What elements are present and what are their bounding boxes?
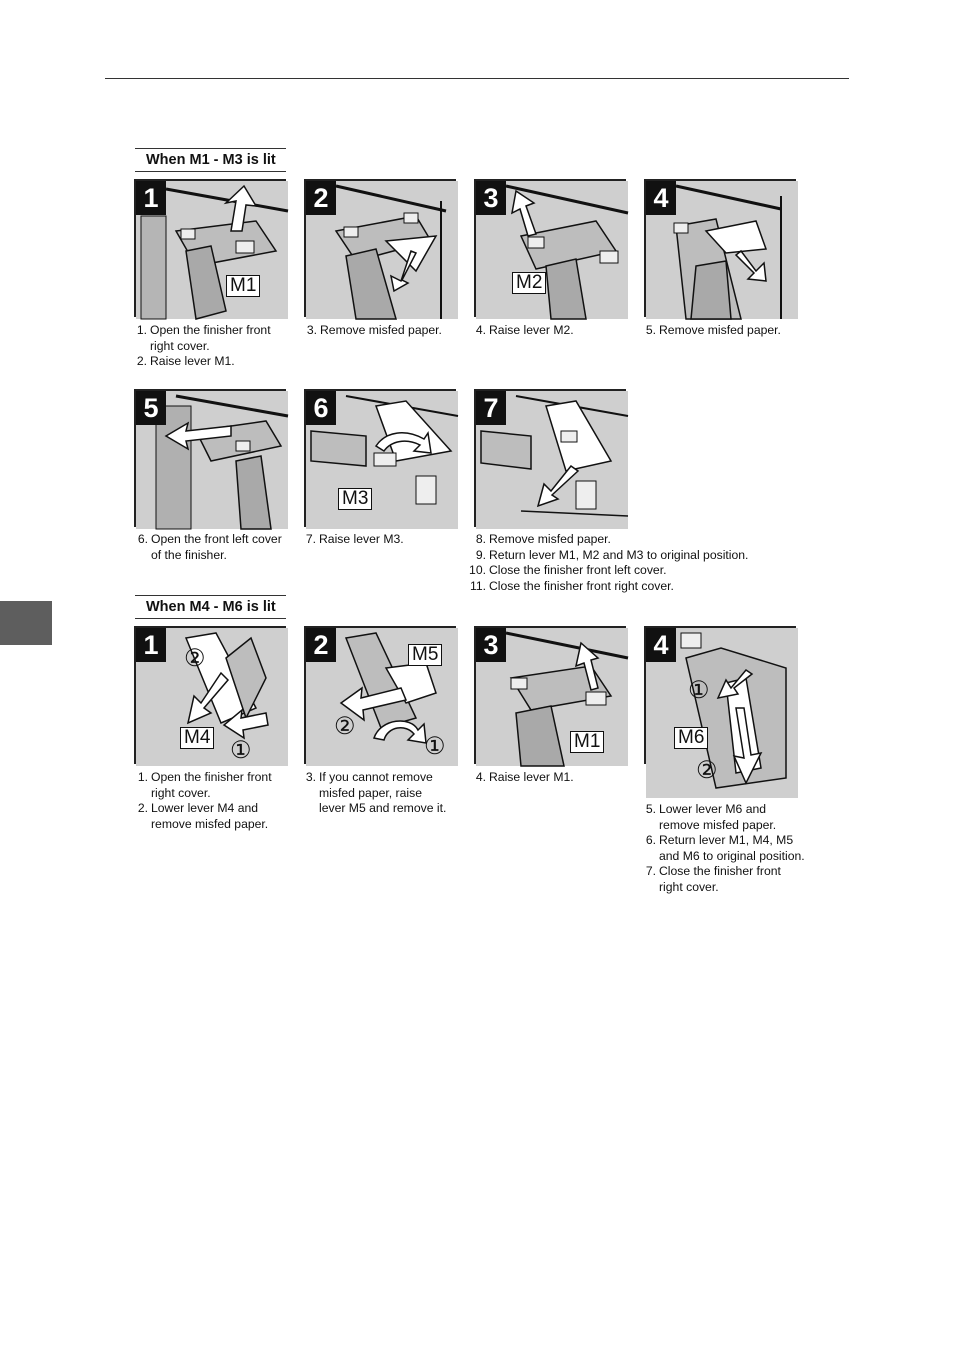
header-rule — [105, 78, 849, 79]
step-number: 3 — [476, 181, 506, 215]
step-number: 5 — [136, 391, 166, 425]
step-number: 4 — [646, 181, 676, 215]
order-marker: ① — [688, 677, 710, 704]
step-caption: 5. Lower lever M6 and remove misfed paper. 6. Return lever M1, M4, M5 and M6 to original position. 7. Close the finisher front right cover. — [645, 802, 805, 894]
step-caption: 1. Open the finisher front right cover. 2. Raise lever M1. — [136, 323, 271, 369]
illustration-panel — [134, 179, 286, 317]
illustration-panel — [304, 179, 456, 317]
illustration-panel — [474, 626, 626, 764]
lever-label: M1 — [226, 275, 260, 297]
step-number: 4 — [646, 628, 676, 662]
section-title-m4-m6: When M4 - M6 is lit — [135, 595, 286, 619]
order-marker: ① — [424, 733, 446, 760]
step-caption: 5. Remove misfed paper. — [645, 323, 781, 337]
chapter-tab — [0, 601, 52, 645]
order-marker: ② — [696, 757, 718, 784]
step-number: 2 — [306, 181, 336, 215]
illustration-panel — [134, 626, 286, 764]
step-number: 1 — [136, 628, 166, 662]
step-number: 6 — [306, 391, 336, 425]
step-number: 1 — [136, 181, 166, 215]
order-marker: ② — [334, 713, 356, 740]
step-number: 3 — [476, 628, 506, 662]
step-caption: 6. Open the front left cover of the finisher. — [137, 532, 282, 562]
step-caption: 8. Remove misfed paper. 9. Return lever M1, M2 and M3 to original position. 10. Close the finisher front left cover. 11. Close the finisher front right cover. — [469, 532, 749, 593]
order-marker: ① — [230, 737, 252, 764]
step-caption: 1. Open the finisher front right cover. 2. Lower lever M4 and remove misfed paper. — [137, 770, 272, 831]
illustration-panel — [474, 389, 626, 527]
step-caption: 3. Remove misfed paper. — [306, 323, 442, 337]
illustration-panel — [644, 626, 796, 784]
step-caption: 7. Raise lever M3. — [305, 532, 404, 546]
illustration-panel — [134, 389, 286, 527]
lever-label: M2 — [512, 272, 546, 294]
lever-label: M3 — [338, 488, 372, 510]
step-caption: 4. Raise lever M1. — [475, 770, 574, 784]
step-caption: 3. If you cannot remove misfed paper, raise lever M5 and remove it. — [305, 770, 447, 816]
illustration-panel — [644, 179, 796, 317]
lever-label: M6 — [674, 727, 708, 749]
step-number: 7 — [476, 391, 506, 425]
lever-label: M5 — [408, 644, 442, 666]
illustration-panel — [304, 389, 456, 527]
step-caption: 4. Raise lever M2. — [475, 323, 574, 337]
order-marker: ② — [184, 645, 206, 672]
step-number: 2 — [306, 628, 336, 662]
illustration-panel — [474, 179, 626, 317]
illustration-panel — [304, 626, 456, 764]
lever-label: M1 — [570, 731, 604, 753]
lever-label: M4 — [180, 727, 214, 749]
section-title-m1-m3: When M1 - M3 is lit — [135, 148, 286, 172]
